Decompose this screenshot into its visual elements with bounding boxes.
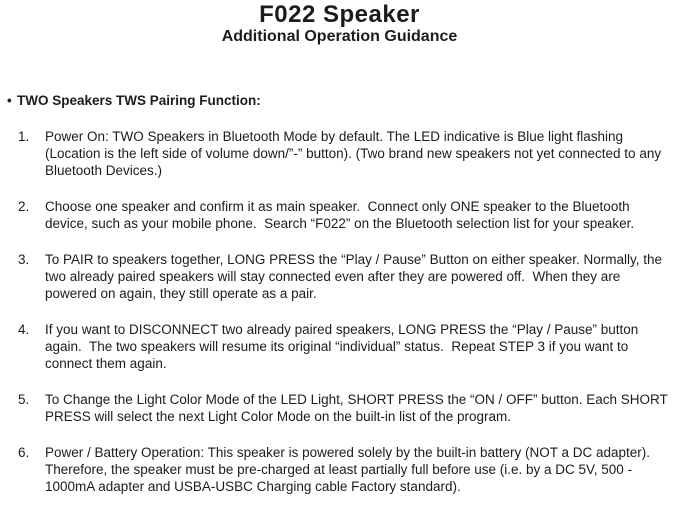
section-heading — [0, 92, 679, 109]
list-item-number: 5. — [18, 392, 30, 407]
list-item-text: To Change the Light Color Mode of the LED Light, SHORT PRESS the “ON / OFF” button. Each SHORT PRESS will select the next Light Color Mode on the built-in list of the program. — [45, 392, 672, 424]
list-item-text: To PAIR to speakers together, LONG PRESS the “Play / Pause” Button on either speaker. Normally, the two already paired speakers will stay connected even after they are powered off. When they are powered on again, they still operate as a pair. — [45, 252, 666, 301]
list-item — [0, 198, 679, 232]
list-item — [0, 444, 679, 495]
page-title: F022 Speaker — [259, 1, 420, 28]
list-item-number: 4. — [18, 322, 30, 337]
list-item — [0, 391, 679, 425]
list-item-number: 6. — [18, 445, 30, 460]
list-item-text: Choose one speaker and confirm it as main speaker. Connect only ONE speaker to the Bluetooth device, such as your mobile phone. Search “F022” on the Bluetooth selection list for your speaker. — [45, 199, 635, 231]
instruction-list — [0, 128, 679, 495]
list-item-number: 3. — [18, 252, 30, 267]
list-item-text: If you want to DISCONNECT two already paired speakers, LONG PRESS the “Play / Pause” button again. The two speakers will resume its original “individual” status. Repeat STEP 3 if you want to connect them again. — [45, 322, 643, 371]
page-subtitle: Additional Operation Guidance — [221, 28, 458, 45]
list-item — [0, 128, 679, 179]
list-item-number: 1. — [18, 129, 30, 144]
list-item-text: Power On: TWO Speakers in Bluetooth Mode by default. The LED indicative is Blue light flashing (Location is the left side of volume down/”-” button). (Two brand new speakers not yet connected to any Bluetooth Devices.) — [45, 129, 665, 178]
list-item — [0, 251, 679, 302]
section-heading-text: TWO Speakers TWS Pairing Function: — [17, 93, 261, 108]
bullet-icon: • — [7, 93, 12, 108]
list-item — [0, 321, 679, 372]
list-item-text: Power / Battery Operation: This speaker is powered solely by the built-in battery (NOT a DC adapter). Therefore, the speaker must be pre-charged at least partially full before use (i.e. by a DC 5V, 500 - 1000mA adapter and USBA-USBC Charging cable Factory standard). — [45, 445, 654, 494]
list-item-number: 2. — [18, 199, 30, 214]
